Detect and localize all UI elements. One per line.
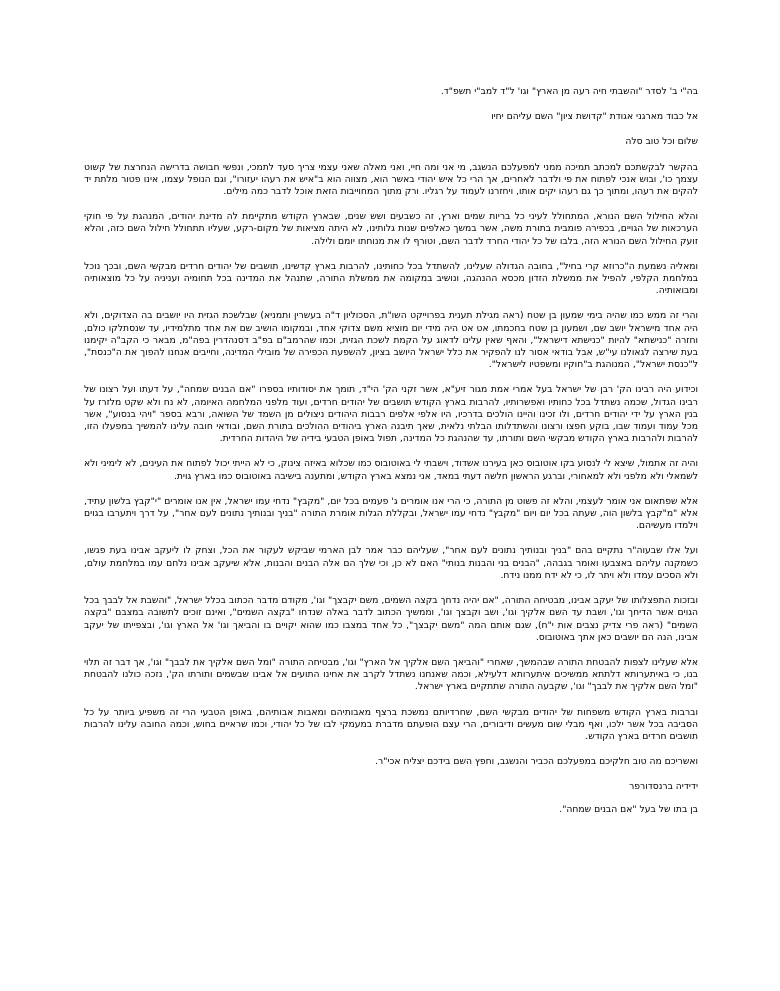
letter-body xyxy=(84,86,698,816)
body-paragraph-9: ובזכות התפצלותו של יעקב אבינו, מבטיחה התורה, "אם יהיה נדחך בקצה השמים, משם יקבצך" וגו', מקודם מדבר הכתוב בכלל ישראל, "והשבת אל לבבך בכל הגוים אשר הדיחך וגו', ושבת עד השם אלקיך וגו', ושב וקבצך וגו', וממשיך הכתוב לדבר באלה שנדחו "בקצה השמים", ואינם זוכים לתשובה במצבם "בקצה השמים" (ראה פרי צדיק נצבים אות י"ח), שגם אותם המה "משם יקבצך", כל אחד במצבו כמו שהוא יקויים בו והביאך וגו' אל הארץ וגו', ובצפייתו של יעקב אבינו, הנה הם יושבים כאן אתך באוטובוס. xyxy=(84,595,698,643)
greeting-line: שלום וכל טוב סלה xyxy=(625,136,698,148)
date-line: בה"י ב' לסדר "והשבתי חיה רעה מן הארץ" וגו' ל"ד למב"י תשפ"ד. xyxy=(440,86,698,97)
body-paragraph-6: והיה זה אתמול, שיצא לי לנסוע בקו אוטובוס כאן בעירנו אשדוד, וישבתי לי באוטובוס כמו שכלוא באיזה צינוק, כי לא הייתי יכול לפתוח את העינים, לא לימיני ולא לשמאלי ולא מלפני ולא למאחורי, וברגע הראשון חלשה דעתי במאד, אני נמצא בארץ הקודש, ומתענה בישיבה באוטובוס כמו בארץ גוית. xyxy=(84,458,698,482)
body-paragraph-4: והרי זה ממש כמו שהיה בימי שמעון בן שטח (ראה מגילת תענית בפרוייקט השו"ת, הסכוליון ד"ה בעשרין ותמניא) שבלשכת הגזית היו יושבים בה הצדוקים, ולא היה אחד מישראל יושב שם, ושמעון בן שטח בחכמתו, אט אט היה מידי יום מוציא משם צדוקי אחד, ובמקומו הושיב שם את אחד מתלמידיו, עד שנסתלקו כולם, וחזרה "כנישתא" להיות "כנישתא דישראל", והאף שאין עלינו לדאוג על הקמת לשכת הגזית, וכמו שהרמב"ם בפ"ב דסנהדרין בפה"מ, מבאר כי הקב"ה יקימנו בעת שירצה לגאולנו עי"ש, אבל בודאי אסור לנו להפקיר את כלל ישראל היושב בציון, להשפעת הכפירה של מובילי המדינה, וחייבים אנחנו להפוך את ה"כנסת", ל"כנסת ישראל", המנוהגת ב"חוקיו ומשפטיו לישראל". xyxy=(84,310,698,371)
body-paragraph-2: והלא החילול השם הנורא, המתחולל לעיני כל בריות שמים וארץ, זה כשבעים ושש שנים, שבארץ הקודש מתקיימת לה מדינת יהודים, המנהגת על פי חוקי הערכאות של הגויים, בכפירה פומבית בתורת משה, אשר במשך כאלפים שנות גלותינו, לא היתה מציאות של מקום-רקע, שעליו תתחולל חילול השם כזה, והלא זועק החילול השם הנורא הזה, בלבו של כל יהודי החרד לדבר השם, וטורף לו את מנוחתו יומם ולילה. xyxy=(84,211,698,247)
signature-name: ידידיה ברנסדורפר xyxy=(629,781,698,793)
body-paragraph-3: ומאליה נשמעת ה"כרוזא קרי בחיל", בחובה הגדולה שעלינו, להשתדל בכל כחותינו, להרבות בארץ קדשינו, תושבים של יהודים חרדים מבקשי השם, ובכך נוכל במלחמת הקלפי, להפיל את ממשלת הזדון מכסא ההנהגה, ונושיב במקומה את ממשלת התורה, שתנהל את המדינה בכל תחומיה ועניניה על כל מוצאותיה ומבואותיה. xyxy=(84,260,698,297)
body-paragraph-7: אלא שפתאום אני אומר לעצמי, והלא זה פשוט מן התורה, כי הרי אנו אומרים ג' פעמים בכל יום, "מקבץ" נדחי עמו ישראל, אין אנו אומרים "י"קבץ בלשון עתיד, אלא "מ"קבץ בלשון הוה, שעתה בכל יום ויום "מקבץ" נדחי עמו ישראל, ובקללת הגלות אומרת התורה "בניך ובנותיך נתונים לעם אחר", על דרך ויתערבו בגוים וילמדו מעשיהם. xyxy=(84,495,698,532)
body-paragraph-8: ועל אלו שבעוה"ר נתקיים בהם "בניך ובנותיך נתונים לעם אחר", שעליהם כבר אמר לבן הארמי שביקש לעקור את הכל, וצחק לו ליעקב אבינו בעת פגשו, כשמקנה עליהם באצבעו ואומר בגבהה, "הבנים בני והבנות בנותי" האם לא כן, וכי שלך הם אלה הבנים והבנות, אלא שיעקב אבינו נלחם עמו במלחמת עולם, ולא הסכים עמדו ולא ויתר לו, כי לא ידח ממנו נידח. xyxy=(84,545,698,581)
body-paragraph-10: אלא שעלינו לצפות להבטחת התורה שבהמשך, שאחרי "והביאך השם אלקיך אל הארץ" וגו', מבטיחה התורה "ומל השם אלקיך את לבבך" וגו', אך דבר זה תלוי בנו, כי באיתערותא דלתתא ממשיכים איתערותא דלעילא, וכמה שאנחנו נשתדל לקרב את אחינו התועים אל אבינו שבשמים ותורתו הק', נזכה כולנו להבטחת "ומל השם אלקיך את לבבך" וגו', שקבעה התורה שתתקיים בארץ ישראל. xyxy=(84,656,698,693)
body-paragraph-11: וברבות בארץ הקודש משפחות של יהודים מבקשי השם, שחרדיותם נמשכת ברצף מאבותיהם ומאבות אבותיהם, באופן הטבעי הרי זה משפיע ביותר על כל הסביבה בכל אשר ילכו, ואף מבלי שום מעשים ודיבורים, הרי עצם הופעתם מדברת במעמקי לבו של כל יהודי, וכמו שראיים בחוש, וכמה החובה עלינו להרבות תושבים חרדים בארץ הקודש. xyxy=(84,706,698,742)
body-paragraph-1: בהקשר לבקשתכם למכתב תמיכה ממני למפעלכם הנשגב, מי אני ומה חיי, ואני מאלה שאני עצמי צריך סעד לתמכי, ונפשי חבושה בדרישה הנחרצת של קשוט עצמך כו', ובוש אנכי לפתוח את פי ולדבר לאחרים, אך הרי כל איש יהודי באשר הוא, מצווה הוא ב"איש את רעהו יעזורו", וגם הנופל עצמו, אינו פטור מלתת יד להקים את רעהו, ומתוך כך גם רעהו יקים אותו, ויחזרנו לעמוד על רגליו. ורק מתוך המחוייבות הזאת אוכל לדבר כמה מילים. xyxy=(84,161,698,198)
signature-title: בן בתו של בעל "אם הבנים שמחה". xyxy=(559,803,698,815)
closing-line: ואשריכם מה טוב חלקיכם במפעלכם הכביר והנשגב, וחפץ השם בידכם יצליח אכי"ר. xyxy=(375,756,698,768)
addressee-line: אל כבוד מארגני אגודת "קדושת ציון" השם עליהם יחיו xyxy=(491,111,698,123)
body-paragraph-5: וכידוע היה רבינו הק' רבן של ישראל בעל אמרי אמת מגור זיע"א, אשר זקני הק' הי"ד, תומך את יסודותיו בספרו "אם הבנים שמחה", על דעתו ועל רצונו של רבינו הגדול, שכמה נשתדל בכל כחותיו ואפשרותיו, להרבות בארץ הקודש תושבים של יהודים חרדים, ועוד מלפני המלחמה האיומה, לא נח ולא שקט מלזרז על בנין הארץ על ידי יהודים חרדים, ולו זכינו והיינו הולכים בדרכיו, היו אלפי אלפים רבבות היהודים ניצולים מן השמד של השואה, ורבא בספר "ויהי בנסוע", אשר מכל עמוד ועמוד שבו, בוקע חפצו ורצונו והשתדלותו הבלתי נלאית, שאך תיבנה הארץ ביהודים ההולכים בתורת השם, ובודאי חובה עלינו להמשיך במפעלו הזו, להרבות ולהרבות בארץ הקודש מבקשי השם ותורתו, עד שהנהגת כל המדינה, תפול באופן הטבעי בידיה של היהדות החרדית. xyxy=(84,384,698,445)
